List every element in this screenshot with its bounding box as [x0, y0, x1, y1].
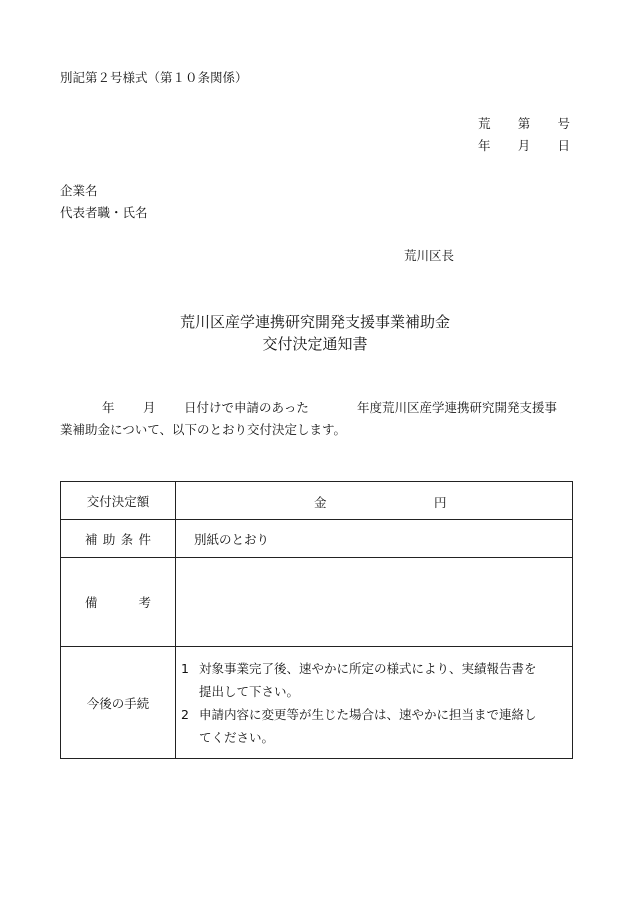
conditions-label: [61, 520, 176, 558]
document-title: 荒川区産学連携研究開発支援事業補助金: [179, 313, 450, 331]
doc-number-prefix: 荒: [478, 116, 491, 131]
procedure-item: [181, 657, 572, 703]
body-year: 年: [102, 400, 115, 415]
procedure-item-line: 対象事業完了後、速やかに所定の様式により、実績報告書を: [199, 660, 537, 676]
date-day: 日: [557, 138, 570, 153]
procedure-item-line: てください。: [199, 729, 275, 745]
remarks-label: [61, 558, 176, 647]
company-name-label: 企業名: [60, 183, 98, 198]
conditions-value: 別紙のとおり: [176, 520, 573, 558]
body-month: 月: [143, 400, 156, 415]
conditions-char-2: 助: [102, 531, 116, 547]
body-program-clause: 年度荒川区産学連携研究開発支援事: [357, 400, 558, 415]
conditions-char-1: 補: [85, 531, 98, 547]
amount-value: [176, 482, 573, 520]
amount-suffix: 円: [434, 495, 447, 510]
procedure-item-number: 2: [181, 706, 189, 722]
procedure-item-number: 1: [181, 660, 189, 676]
sender-mayor: 荒川区長: [404, 248, 455, 263]
form-number: 別記第２号様式（第１０条関係）: [60, 70, 248, 85]
procedure-list: [176, 647, 573, 759]
date-year: 年: [478, 138, 491, 153]
amount-label: 交付決定額: [61, 482, 176, 520]
procedure-item: [181, 703, 572, 749]
date-month: 月: [517, 138, 531, 153]
document-subtitle: 交付決定通知書: [262, 335, 368, 353]
document-number: [478, 114, 570, 132]
procedure-label: 今後の手続: [61, 647, 176, 759]
body-day-clause: 日付けで申請のあった: [184, 400, 309, 415]
decision-table: [60, 481, 573, 759]
doc-number-go: 号: [557, 116, 570, 131]
procedure-row: [61, 647, 573, 759]
procedure-item-line: 提出して下さい。: [199, 683, 300, 699]
conditions-char-3: 条: [120, 531, 134, 547]
amount-prefix: 金: [314, 495, 327, 510]
document-date: [478, 136, 570, 154]
amount-row: [61, 482, 573, 520]
representative-label: 代表者職・氏名: [60, 205, 148, 220]
remarks-char-2: 考: [138, 595, 151, 610]
remarks-value: [176, 558, 573, 647]
doc-number-dai: 第: [517, 116, 531, 131]
conditions-row: [61, 520, 573, 558]
remarks-row: [61, 558, 573, 647]
conditions-char-4: 件: [138, 531, 151, 547]
procedure-item-line: 申請内容に変更等が生じた場合は、速やかに担当まで連絡し: [199, 706, 537, 722]
remarks-char-1: 備: [85, 595, 98, 610]
body-line-2: 業補助金について、以下のとおり交付決定します。: [60, 422, 347, 437]
